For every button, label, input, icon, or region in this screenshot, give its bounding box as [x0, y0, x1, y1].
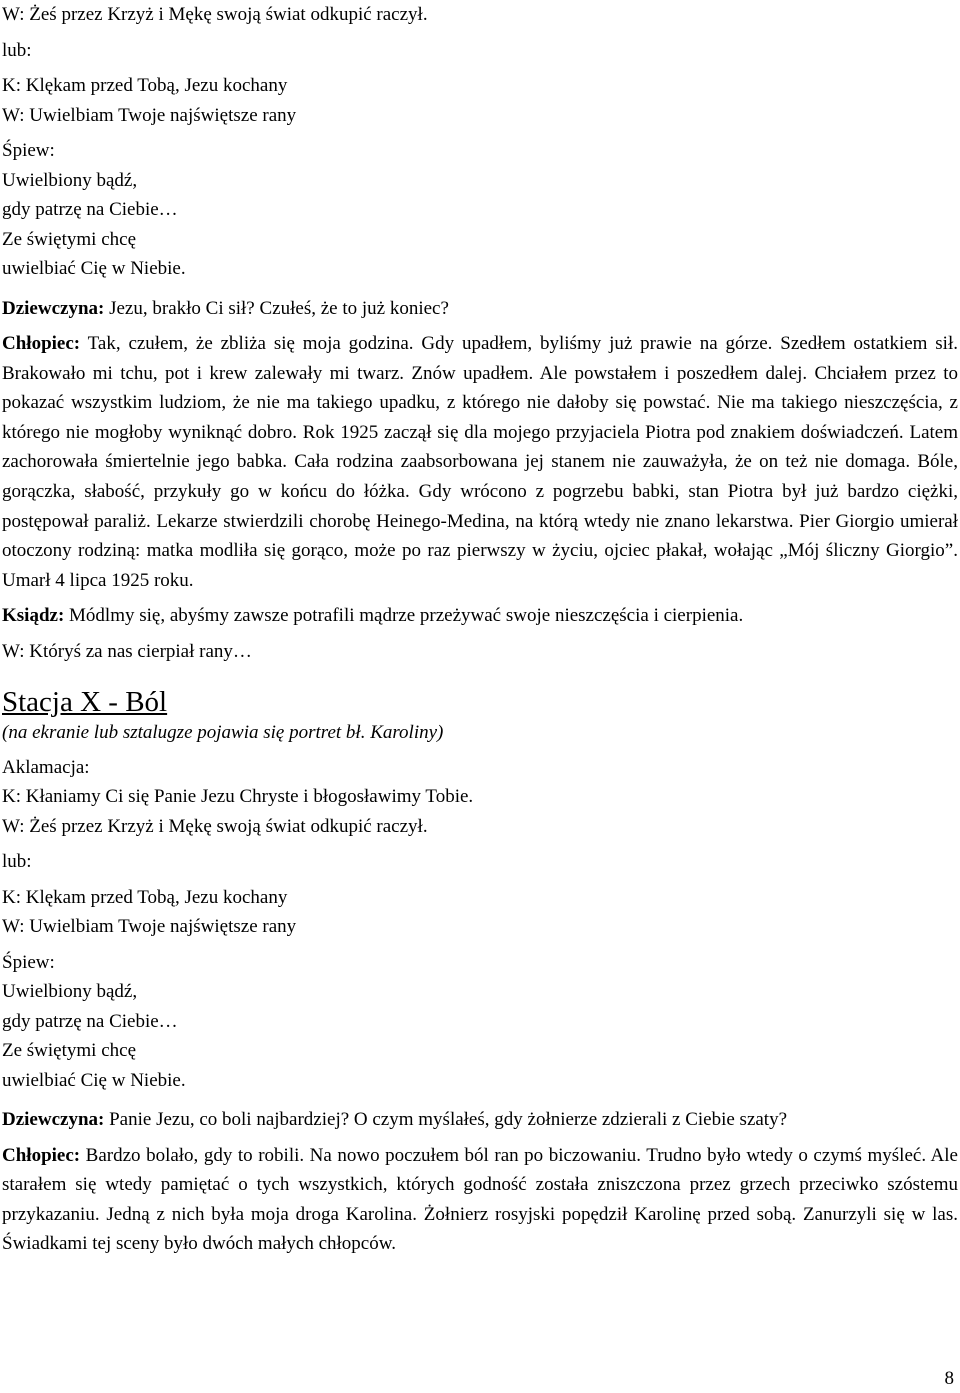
response-line: K: Klękam przed Tobą, Jezu kochany [2, 886, 288, 908]
song-line: gdy patrzę na Ciebie… [2, 1010, 178, 1032]
response-line: W: Żeś przez Krzyż i Mękę swoją świat odkupić raczył. [2, 815, 428, 837]
girl-dialogue [2, 1105, 958, 1135]
speaker-label: Dziewczyna: [2, 1109, 105, 1131]
speaker-label: Ksiądz: [2, 605, 65, 627]
dialogue-text: Jezu, brakło Ci sił? Czułeś, że to już koniec? [104, 297, 449, 319]
response-line: W: Któryś za nas cierpiał rany… [2, 641, 252, 663]
song-line: Uwielbiony bądź, [2, 981, 138, 1003]
priest-dialogue [2, 601, 958, 631]
song-label: Śpiew: [2, 951, 55, 973]
document-page [2, 0, 958, 1259]
song-line: uwielbiać Cię w Niebie. [2, 1069, 186, 1091]
acclamation-label: Aklamacja: [2, 756, 90, 778]
response-line: lub: [2, 39, 32, 61]
response-line: W: Uwielbiam Twoje najświętsze rany [2, 104, 297, 126]
acclamation-block [2, 753, 958, 1096]
dialogue-text: Bardzo bolało, gdy to robili. Na nowo poczułem ból ran po biczowaniu. Trudno było wtedy o czymś myśleć. Ale starałem się wtedy pamiętać o tych wszystkich, których godność została zniszczona przez grzech przeciwko szóstemu przykazaniu. Jedną z nich była moja droga Karolina. Żołnierz rosyjski popędził Karolinę przed sobą. Zanurzyli się w las. Świadkami tej sceny było dwóch małych chłopców. [2, 1144, 958, 1255]
song-line: gdy patrzę na Ciebie… [2, 199, 178, 220]
song-line: Uwielbiony bądź, [2, 169, 138, 191]
speaker-label: Dziewczyna: [2, 297, 105, 319]
response-line: W: Żeś przez Krzyż i Mękę swoją świat odkupić raczył. [2, 4, 428, 25]
boy-dialogue [2, 329, 958, 595]
boy-dialogue [2, 1141, 958, 1259]
song-line: uwielbiać Cię w Niebie. [2, 258, 186, 279]
opening-responses [2, 0, 958, 284]
dialogue-text: Módlmy się, abyśmy zawsze potrafili mądrze przeżywać swoje nieszczęścia i cierpienia. [64, 605, 744, 627]
page-number: 8 [944, 1368, 954, 1389]
response-line: K: Kłaniamy Ci się Panie Jezu Chryste i błogosławimy Tobie. [2, 786, 474, 808]
speaker-label: Chłopiec: [2, 333, 81, 355]
song-line: Ze świętymi chcę [2, 228, 137, 250]
response-line: lub: [2, 851, 32, 873]
song-label: Śpiew: [2, 140, 55, 161]
station-note: (na ekranie lub sztalugze pojawia się portret bł. Karoliny) [2, 721, 444, 743]
speaker-label: Chłopiec: [2, 1144, 81, 1166]
dialogue-text: Tak, czułem, że zbliża się moja godzina. Gdy upadłem, byliśmy już prawie na górze. Szedłem ostatkiem sił. Brakowało mi tchu, pot i krew zalewały mi twarz. Znów upadłem. Ale powstałem i poszedłem dalej. Chciałem przez to pokazać wszystkim ludziom, że nie ma takiego upadku, z którego nie dałoby się powstać. Nie ma takiego nieszczęścia, z którego nie mogłoby wyniknąć dobro. Rok 1925 zaczął się dla mojego przyjaciela Piotra pod znakiem doświadczeń. Latem zachorowała śmiertelnie jego babka. Cała rodzina zaabsorbowana jej stanem nie zauważyła, że on też nie domaga. Bóle, gorączka, słabość, przykuły go w końcu do łóżka. Gdy wrócono z pogrzebu babki, stan Piotra był już bardzo ciężki, postępował paraliż. Lekarze stwierdzili chorobę Heinego-Medina, na którą wtedy nie znano lekarstwa. Pier Giorgio umierał otoczony rodziną: matka modliła się gorąco, może po raz pierwszy w życiu, ojciec płakał, wołając „Mój śliczny Giorgio”. Umarł 4 lipca 1925 roku. [2, 333, 958, 591]
dialogue-text: Panie Jezu, co boli najbardziej? O czym myślałeś, gdy żołnierze zdzierali z Ciebie szaty? [104, 1109, 788, 1131]
response-line: W: Uwielbiam Twoje najświętsze rany [2, 916, 297, 938]
station-title: Stacja X - Ból [2, 685, 168, 718]
girl-dialogue [2, 294, 958, 324]
song-line: Ze świętymi chcę [2, 1040, 137, 1062]
response-line: K: Klękam przed Tobą, Jezu kochany [2, 75, 288, 96]
